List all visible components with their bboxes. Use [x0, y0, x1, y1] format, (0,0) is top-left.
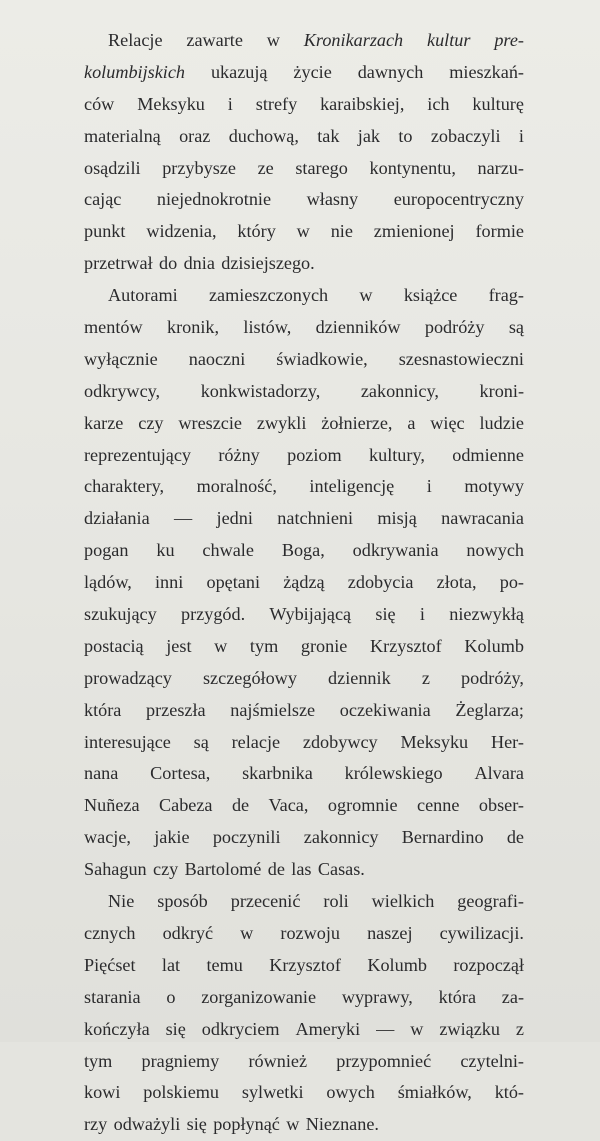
word: nowych	[466, 540, 524, 561]
word: Ameryki	[295, 1018, 361, 1039]
text-line	[84, 376, 524, 408]
word: śmiałków,	[397, 1082, 472, 1103]
text-line	[84, 631, 524, 663]
word: z	[421, 667, 430, 688]
word: ich	[427, 93, 450, 114]
word: karze	[84, 412, 124, 433]
text-line	[84, 121, 524, 153]
word: kronik,	[166, 317, 220, 338]
text-line	[84, 440, 524, 472]
word: poczynili	[212, 827, 281, 848]
word: w	[266, 30, 280, 50]
text-line	[84, 663, 524, 695]
word: rozwoju	[280, 922, 340, 943]
word: przypomnieć	[336, 1050, 432, 1071]
word: odkrywcy,	[84, 380, 161, 401]
word: natchnieni	[277, 508, 354, 529]
word: Krzysztof	[369, 635, 442, 656]
word: de	[506, 827, 524, 848]
word: Meksyku	[137, 93, 205, 114]
word: sposób	[157, 891, 208, 912]
word: świadkowie,	[276, 348, 368, 369]
word: Autorami	[108, 285, 178, 306]
word: szesnastowieczni	[398, 348, 524, 369]
word: czytelni-	[460, 1050, 524, 1071]
word: wyprawy,	[341, 986, 413, 1007]
word: misją	[377, 508, 417, 529]
word: naoczni	[188, 348, 246, 369]
word: wreszcie	[178, 412, 242, 433]
word: duchową,	[228, 125, 299, 146]
text-line	[84, 57, 524, 89]
word: Meksyku	[400, 731, 469, 752]
word: się	[165, 1018, 186, 1039]
word: zawarte	[186, 30, 243, 50]
word: materialną	[84, 125, 161, 146]
word: Vaca,	[268, 795, 309, 816]
word: dawnych	[357, 61, 424, 82]
word: Kolumb	[464, 635, 524, 656]
word: również	[248, 1050, 308, 1071]
word: mentów	[84, 317, 143, 338]
text-line	[84, 918, 524, 950]
word: prowadzący	[84, 667, 172, 688]
word: który	[237, 221, 276, 242]
word: gronie	[300, 635, 348, 656]
word: się	[186, 1114, 207, 1135]
word: żądzą	[283, 572, 325, 593]
word: przeszła	[146, 699, 206, 720]
word: kowi	[84, 1082, 121, 1103]
word: las	[291, 859, 312, 880]
text-line	[84, 950, 524, 982]
word: poziom	[287, 444, 342, 465]
word: pogan	[84, 540, 129, 561]
word: temu	[206, 954, 243, 975]
word: oczekiwania	[339, 699, 431, 720]
word: jest	[166, 635, 192, 656]
text-line	[84, 1046, 524, 1078]
word: europocentryczny	[393, 189, 524, 210]
text-line	[84, 854, 524, 886]
text-line	[84, 216, 524, 248]
word: Żeglarza;	[455, 699, 524, 720]
word: zdobycia	[347, 572, 414, 593]
word: popłynąć	[213, 1114, 280, 1135]
word: przygód.	[181, 604, 246, 625]
page-text	[84, 25, 524, 1141]
word: różny	[218, 444, 260, 465]
word: królewskiego	[344, 763, 443, 784]
text-line	[84, 599, 524, 631]
word: naszej	[367, 922, 413, 943]
word: w	[359, 285, 373, 306]
word: mieszkań-	[449, 61, 524, 82]
word: reprezentujący	[84, 444, 192, 465]
word: konkwistadorzy,	[200, 380, 321, 401]
word: Casas.	[317, 859, 365, 880]
word: inteligencję	[309, 476, 395, 497]
word: złota,	[436, 572, 477, 593]
word: się	[375, 604, 396, 625]
word: tym	[84, 1050, 113, 1071]
word: odmienne	[452, 444, 524, 465]
text-line	[84, 982, 524, 1014]
text-line	[84, 471, 524, 503]
word: zakonnicy,	[360, 380, 439, 401]
word: zorganizowanie	[201, 986, 317, 1007]
word: cznych	[84, 922, 136, 943]
word: podróży	[424, 317, 485, 338]
word: czy	[138, 412, 164, 433]
word: Cortesa,	[150, 763, 211, 784]
word: własny	[306, 189, 359, 210]
word: Relacje	[108, 30, 163, 50]
text-line	[84, 1077, 524, 1109]
word: odkryć	[162, 922, 214, 943]
word: Boga,	[281, 540, 325, 561]
word: tak	[317, 125, 340, 146]
word: pragniemy	[141, 1050, 220, 1071]
text-line	[84, 727, 524, 759]
word: wyłącznie	[84, 348, 158, 369]
word: w	[296, 221, 310, 242]
word: lądów,	[84, 572, 132, 593]
word: starego	[295, 157, 348, 178]
word: i	[419, 604, 425, 625]
word: oraz	[179, 125, 211, 146]
word: książce	[403, 285, 458, 306]
word: życie	[293, 61, 332, 82]
word: Nuñeza	[84, 795, 140, 816]
text-line	[84, 695, 524, 727]
word: narzu-	[477, 157, 524, 178]
word: Krzysztof	[269, 954, 341, 975]
word: zakonnicy	[303, 827, 379, 848]
word: de	[231, 795, 250, 816]
word: wielkich	[371, 891, 435, 912]
word: listów,	[243, 317, 292, 338]
word: odważyli	[113, 1114, 181, 1135]
word: żołnierze,	[321, 412, 393, 433]
word: Bartolomé	[184, 859, 262, 880]
word: związku	[439, 1018, 500, 1039]
word: —	[174, 508, 193, 529]
word: cenne	[417, 795, 460, 816]
text-line	[84, 25, 524, 57]
word: roli	[323, 891, 349, 912]
word: wacje,	[84, 827, 131, 848]
word: więc	[430, 412, 465, 433]
word: w	[214, 635, 228, 656]
word: przecenić	[230, 891, 301, 912]
word: owych	[326, 1082, 375, 1103]
word: przetrwał	[84, 253, 153, 274]
word: kroni-	[479, 380, 524, 401]
word: chwale	[202, 540, 254, 561]
word: a	[407, 412, 416, 433]
word: niejednokrotnie	[156, 189, 272, 210]
word: szukujący	[84, 604, 157, 625]
word: Wybijającą	[269, 604, 352, 625]
word: czy	[153, 859, 179, 880]
text-line	[84, 344, 524, 376]
word: są	[193, 731, 209, 752]
word: skarbnika	[242, 763, 313, 784]
word: de	[267, 859, 285, 880]
word: zmienionej	[373, 221, 455, 242]
word: jakie	[154, 827, 190, 848]
word: przybysze	[162, 157, 236, 178]
word: tym	[249, 635, 279, 656]
word: zamieszczonych	[208, 285, 329, 306]
text-line	[84, 886, 524, 918]
word: kończyła	[84, 1018, 150, 1039]
text-line	[84, 312, 524, 344]
word: karaibskiej,	[320, 93, 405, 114]
word: geografi-	[457, 891, 524, 912]
word: punkt	[84, 221, 126, 242]
word: podróży,	[461, 667, 524, 688]
word: któ-	[494, 1082, 524, 1103]
word: cywilizacji.	[439, 922, 524, 943]
word: nie	[330, 221, 353, 242]
word: Nie	[108, 891, 135, 912]
word: pre-	[494, 30, 524, 50]
word: obser-	[478, 795, 524, 816]
word: motywy	[464, 476, 524, 497]
word: postacią	[84, 635, 144, 656]
word: nana	[84, 763, 119, 784]
word: ludzie	[479, 412, 524, 433]
word: strefy	[255, 93, 298, 114]
word: Nieznane.	[305, 1114, 379, 1135]
word: kultur	[427, 30, 471, 50]
word: ogromnie	[327, 795, 398, 816]
word: zobaczyli	[430, 125, 501, 146]
word: dziennik	[328, 667, 391, 688]
word: formie	[475, 221, 524, 242]
text-line	[84, 535, 524, 567]
word: dzienników	[315, 317, 401, 338]
word: zdobywcy	[302, 731, 378, 752]
word: dzisiejszego.	[221, 253, 315, 274]
word: w	[240, 922, 254, 943]
word: o	[166, 986, 176, 1007]
word: nawracania	[441, 508, 524, 529]
word: relacje	[231, 731, 281, 752]
word: ku	[156, 540, 175, 561]
word: do	[159, 253, 178, 274]
word: opętani	[206, 572, 261, 593]
word: kulturę	[472, 93, 524, 114]
word: w	[286, 1114, 300, 1135]
word: za-	[501, 986, 524, 1007]
text-line	[84, 503, 524, 535]
word: ców	[84, 93, 115, 114]
word: Kolumb	[367, 954, 427, 975]
word: Cabeza	[158, 795, 213, 816]
word: rozpoczął	[453, 954, 524, 975]
word: są	[508, 317, 524, 338]
word: charaktery,	[84, 476, 165, 497]
word: niezwykłą	[449, 604, 524, 625]
word: cając	[84, 189, 122, 210]
text-line	[84, 408, 524, 440]
text-line	[84, 567, 524, 599]
word: i	[227, 93, 233, 114]
word: ze	[257, 157, 274, 178]
word: inni	[155, 572, 184, 593]
word: interesujące	[84, 731, 171, 752]
text-line	[84, 790, 524, 822]
word: ukazują	[210, 61, 268, 82]
text-line	[84, 248, 524, 280]
word: z	[515, 1018, 524, 1039]
word: lat	[161, 954, 181, 975]
word: odkrywania	[352, 540, 439, 561]
text-line	[84, 1109, 524, 1141]
text-line	[84, 758, 524, 790]
word: Her-	[490, 731, 524, 752]
word: dnia	[183, 253, 215, 274]
word: najśmielsze	[230, 699, 316, 720]
word: kolumbijskich	[84, 61, 186, 82]
word: która	[438, 986, 477, 1007]
word: po-	[499, 572, 524, 593]
word: —	[376, 1018, 395, 1039]
word: starania	[84, 986, 141, 1007]
word: to	[398, 125, 413, 146]
word: Pięćset	[84, 954, 136, 975]
word: jedni	[216, 508, 253, 529]
word: i	[518, 125, 524, 146]
text-line	[84, 184, 524, 216]
word: Sahagun	[84, 859, 147, 880]
word: odkryciem	[201, 1018, 280, 1039]
word: kontynentu,	[369, 157, 456, 178]
word: jak	[357, 125, 381, 146]
word: Bernardino	[401, 827, 484, 848]
text-line	[84, 153, 524, 185]
word: kultury,	[369, 444, 425, 465]
word: sylwetki	[241, 1082, 304, 1103]
text-line	[84, 1014, 524, 1046]
text-line	[84, 89, 524, 121]
word: zwykli	[256, 412, 307, 433]
word: szczegółowy	[202, 667, 297, 688]
word: rzy	[84, 1114, 108, 1135]
text-line	[84, 822, 524, 854]
word: działania	[84, 508, 150, 529]
word: moralność,	[196, 476, 277, 497]
word: frag-	[488, 285, 524, 306]
word: polskiemu	[143, 1082, 220, 1103]
word: Kronikarzach	[303, 30, 404, 50]
word: w	[410, 1018, 424, 1039]
word: Alvara	[474, 763, 524, 784]
word: widzenia,	[146, 221, 217, 242]
word: osądzili	[84, 157, 141, 178]
word: która	[84, 699, 122, 720]
text-line	[84, 280, 524, 312]
word: i	[426, 476, 432, 497]
